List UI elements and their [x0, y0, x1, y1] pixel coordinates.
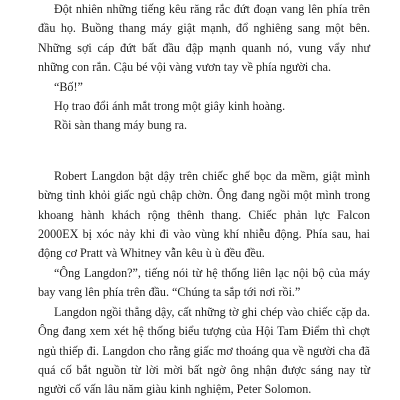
paragraph-intercom: “Ông Langdon?”, tiếng nói từ hệ thống liên lạc nội bộ của máy bay vang lên phía trên đầu. “Chúng ta sắp tới nơi rồi.”	[38, 265, 370, 300]
paragraph-floor-gives-way: Rồi sàn thang máy bung ra.	[54, 118, 188, 133]
section-break	[38, 136, 370, 167]
paragraph-elevator-snap: Đột nhiên những tiếng kêu răng rắc đứt đoạn vang lên phía trên đầu họ. Buồng thang máy giật mạnh, đổ nghiêng sang một bên. Những sợi cáp đứt bất đầu đập mạnh quanh nó, vung vẩy như những con rắn. Cậu bé vội vàng vươn tay về phía người cha.	[38, 2, 370, 75]
section-two	[38, 167, 370, 400]
paragraph-langdon-wakes: Robert Langdon bật dậy trên chiếc ghế bọc da mềm, giật mình bừng tỉnh khỏi giấc ngủ chập chờn. Ông đang ngồi một mình trong khoang hành khách rộng thênh thang. Chiếc phản lực Falcon 2000EX bị xóc nảy khi đi vào vùng khí nhiễu động. Phía sau, hai động cơ Pratt và Whitney vẫn kêu ù ù đều đều.	[38, 168, 370, 261]
paragraph-langdon-reflects: Langdon ngồi thẳng dậy, cất những tờ ghi chép vào chiếc cặp da. Ông đang xem xét hệ thống biểu tượng của Hội Tam Điểm thì chợt ngủ thiếp đi. Langdon cho rằng giấc mơ thoáng qua về người cha đã quá cố bắt nguồn từ lời mời bất ngờ ông nhận được sáng nay từ người cố vấn lâu năm giàu kinh nghiệm, Peter Solomon.	[38, 304, 370, 397]
book-page	[38, 0, 370, 400]
paragraph-boy-shout: “Bố!”	[54, 79, 83, 94]
paragraph-exchanged-glance: Họ trao đổi ánh mắt trong một giây kinh hoàng.	[54, 99, 286, 114]
section-one	[38, 0, 370, 136]
